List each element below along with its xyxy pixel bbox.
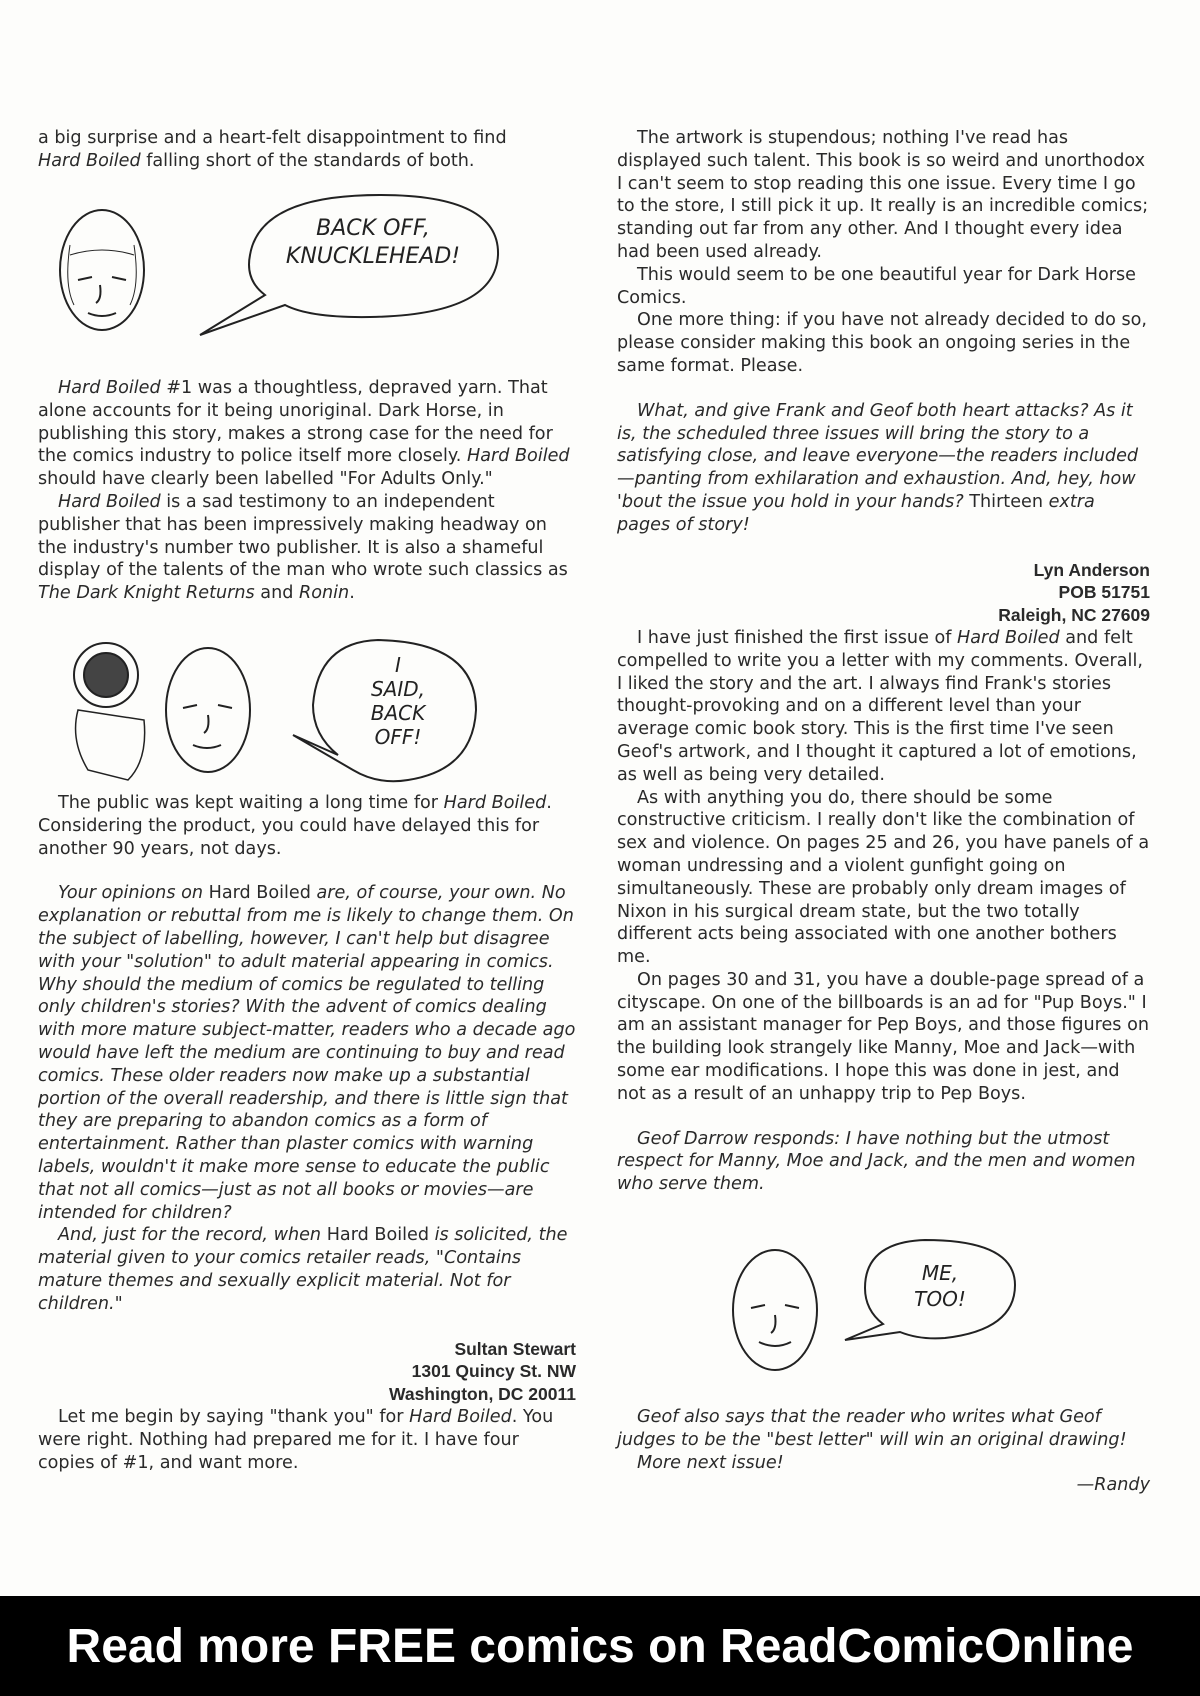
illustration-head-bubble-1 <box>40 185 510 375</box>
bubble-text: BACK <box>370 701 426 725</box>
letter-paragraph: Let me begin by saying "thank you" for Hard Boiled. You were right. Nothing had prepared me for it. I have four copies of #1, and want more. <box>38 1406 554 1473</box>
letter-paragraph: On pages 30 and 31, you have a double-page spread of a cityscape. On one of the billboards is an ad for "Pup Boys." I am an assistant manager for Pep Boys, and those figures on the building look strangely like Manny, Moe and Jack—with some ear modifications. I hope this was done in jest, and not as a result of an unhappy trip to Pep Boys. <box>617 969 1149 1104</box>
right-column-end <box>617 1406 1150 1497</box>
bubble-text: OFF! <box>374 725 422 749</box>
illustration-head-bubble-3 <box>715 1230 1035 1380</box>
letter-paragraph: I have just finished the first issue of Hard Boiled and felt compelled to write you a letter with my comments. Overall, I liked the story and the art. I always find Frank's stories thought-provoking and on a different level than your average comic book story. This is the first time I've seen Geof's artwork, and I thought it captured a lot of emotions, as well as being very detailed. <box>617 627 1143 785</box>
letter-text: a big surprise and a heart-felt disappointment to find Hard Boiled falling short of the standards of both. <box>38 128 507 171</box>
illustration-gun-head-bubble <box>68 630 528 790</box>
signature-address: Washington, DC 20011 <box>388 1384 576 1405</box>
letter-paragraph: One more thing: if you have not already decided to do so, please consider making this book an ongoing series in the same format. Please. <box>617 310 1148 376</box>
editor-response: What, and give Frank and Geof both heart attacks? As it is, the scheduled three issues will bring the story to a satisfying close, and leave everyone—the readers included—panting from exhilaration and exhaustion. And, hey, how 'bout the issue you hold in your hands? Thirteen extra pages of story! <box>617 400 1139 535</box>
letter-paragraph: Hard Boiled is a sad testimony to an independent publisher that has been impressively making headway on the industry's number two publisher. It is also a shameful display of the talents of the man who wrote such classics as The Dark Knight Returns and Ronin. <box>38 491 568 604</box>
editor-response: Geof Darrow responds: I have nothing but the utmost respect for Manny, Moe and Jack, and the men and women who serve them. <box>617 1128 1136 1195</box>
editor-response: And, just for the record, when Hard Boiled is solicited, the material given to your comics retailer reads, "Contains mature themes and sexually explicit material. Not for children." <box>38 1225 568 1314</box>
bubble-text: BACK OFF, <box>316 216 430 241</box>
bubble-text: I <box>395 653 401 677</box>
signature-address: 1301 Quincy St. NW <box>411 1361 576 1382</box>
editor-signoff: —Randy <box>1076 1475 1150 1496</box>
bubble-text: KNUCKLEHEAD! <box>285 244 461 269</box>
banner-text: Read more FREE comics on ReadComicOnline <box>66 1619 1134 1673</box>
editor-response: Geof also says that the reader who writes what Geof judges to be the "best letter" will win an original drawing! <box>617 1407 1127 1450</box>
signature-name: Lyn Anderson <box>1033 559 1150 580</box>
bubble-text: ME, <box>921 1261 959 1285</box>
letter-paragraph: As with anything you do, there should be some constructive criticism. I really don't like the combination of sex and violence. On pages 25 and 26, you have panels of a woman undressing and a violent gunfight going on simultaneously. These are probably only dream images of Nixon in his surgical dream state, but the two totally different acts being associated with one another bothers me. <box>617 787 1150 968</box>
signature-name: Sultan Stewart <box>454 1338 576 1359</box>
site-banner[interactable] <box>0 1596 1200 1696</box>
right-column <box>617 127 1150 1196</box>
left-column-body <box>38 377 576 605</box>
left-column-body-2 <box>38 792 576 1474</box>
bubble-text: SAID, <box>370 677 426 701</box>
bubble-text: TOO! <box>914 1287 966 1311</box>
left-column <box>38 127 576 173</box>
signature-address: Raleigh, NC 27609 <box>998 605 1150 626</box>
letter-paragraph: This would seem to be one beautiful year for Dark Horse Comics. <box>617 264 1136 308</box>
editor-response: More next issue! <box>637 1452 784 1473</box>
letter-paragraph: The artwork is stupendous; nothing I've read has displayed such talent. This book is so weird and unorthodox I can't seem to stop reading this one issue. Every time I go to the store, I still pick it up. It really is an incredible comics; standing out far from any other. And I thought every idea had been used already. <box>617 128 1149 262</box>
letter-paragraph: The public was kept waiting a long time for Hard Boiled. Considering the product, you could have delayed this for another 90 years, not days. <box>38 793 552 859</box>
editor-response: Your opinions on Hard Boiled are, of course, your own. No explanation or rebuttal from me is likely to change them. On the subject of labelling, however, I can't help but disagree with your "solution" to adult material appearing in comics. Why should the medium of comics be regulated to telling only children's stories? With the advent of comics dealing with more mature subject-matter, readers who a decade ago would have left the medium are continuing to buy and read comics. These older readers now make up a substantial portion of the overall readership, and there is little sign that they are preparing to abandon comics as a form of entertainment. Rather than plaster comics with warning labels, wouldn't it make more sense to educate the public that not all comics—just as not all books or movies—are intended for children? <box>38 883 576 1223</box>
letter-paragraph: Hard Boiled #1 was a thoughtless, depraved yarn. That alone accounts for it being unoriginal. Dark Horse, in publishing this story, makes a strong case for the need for the comics industry to police itself more closely. Hard Boiled should have clearly been labelled "For Adults Only." <box>38 378 570 490</box>
signature-address: POB 51751 <box>1058 582 1150 603</box>
